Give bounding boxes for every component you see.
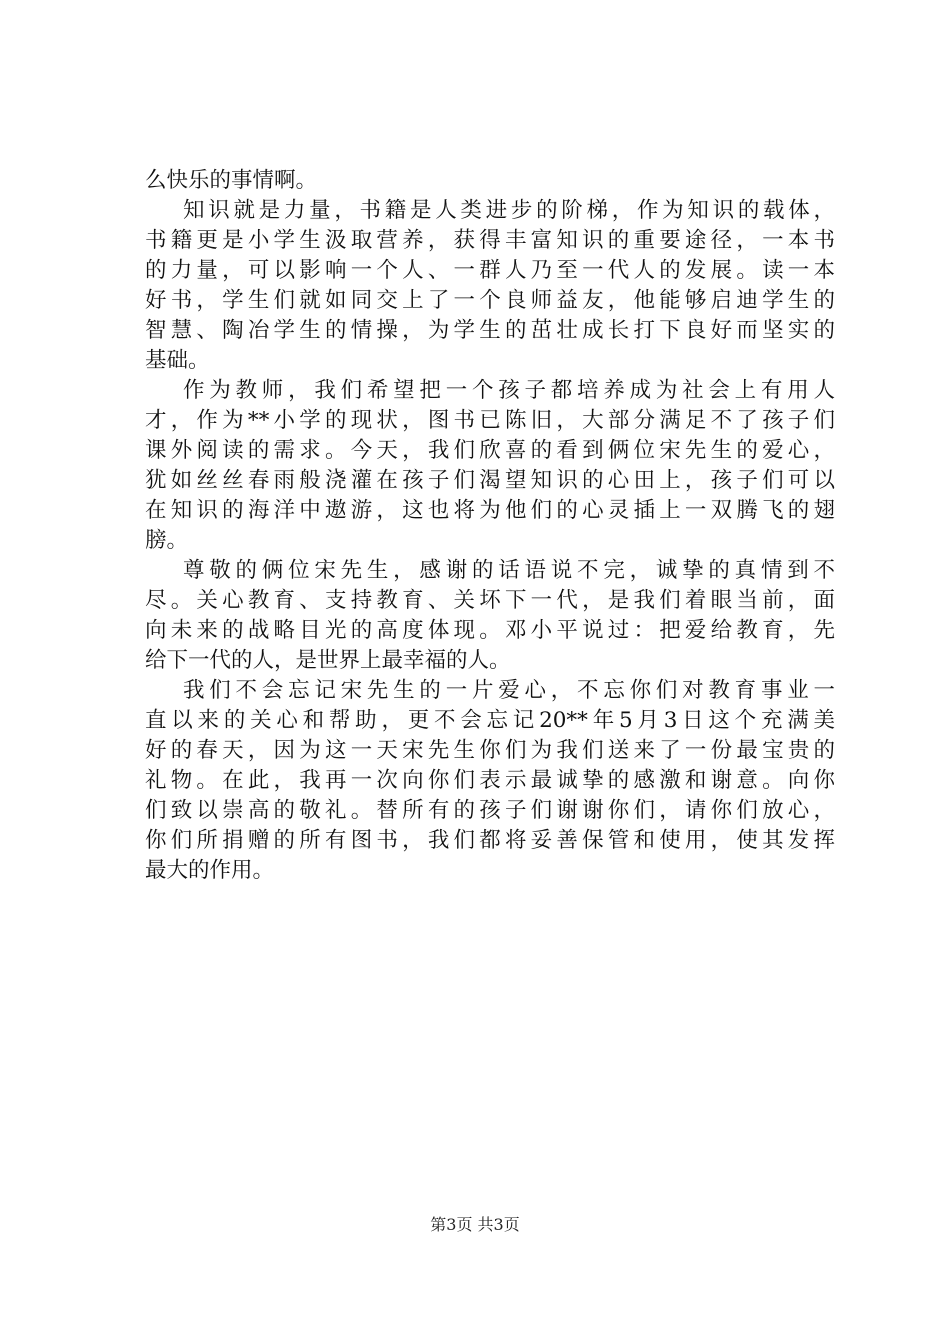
text-line: 们致以崇高的敬礼。替所有的孩子们谢谢你们，请你们放心， [145, 798, 835, 823]
text-line: 犹如丝丝春雨般浇灌在孩子们渴望知识的心田上，孩子们可以 [145, 468, 835, 493]
text-line: 膀。 [145, 528, 189, 553]
text-line: 给下一代的人，是世界上最幸福的人。 [145, 648, 511, 673]
text-line: 最大的作用。 [145, 858, 275, 883]
text-line: 礼物。在此，我再一次向你们表示最诚挚的感激和谢意。向你 [145, 768, 835, 793]
text-line: 尽。关心教育、支持教育、关坏下一代，是我们着眼当前，面 [145, 588, 835, 613]
text-line: 好的春天，因为这一天宋先生你们为我们送来了一份最宝贵的 [145, 738, 835, 763]
text-line: 在知识的海洋中遨游，这也将为他们的心灵插上一双腾飞的翅 [145, 498, 835, 523]
text-line: 作为教师，我们希望把一个孩子都培养成为社会上有用人 [183, 378, 835, 403]
text-line: 向未来的战略目光的高度体现。邓小平说过：把爱给教育，先 [145, 618, 835, 643]
text-line: 么快乐的事情啊。 [145, 168, 318, 193]
text-line: 的力量，可以影响一个人、一群人乃至一代人的发展。读一本 [145, 258, 835, 283]
page-footer [0, 1215, 950, 1235]
text-line: 你们所捐赠的所有图书，我们都将妥善保管和使用，使其发挥 [145, 828, 835, 853]
text-line: 基础。 [145, 348, 210, 373]
document-body [145, 166, 835, 886]
page-number: 第3页 共3页 [430, 1215, 520, 1234]
text-line: 课外阅读的需求。今天，我们欣喜的看到俩位宋先生的爱心， [145, 438, 835, 463]
text-line: 我们不会忘记宋先生的一片爱心，不忘你们对教育事业一 [183, 678, 835, 703]
text-line: 尊敬的俩位宋先生，感谢的话语说不完，诚挚的真情到不 [183, 558, 835, 583]
text-line: 好书，学生们就如同交上了一个良师益友，他能够启迪学生的 [145, 288, 835, 313]
text-line: 才，作为**小学的现状，图书已陈旧，大部分满足不了孩子们 [145, 408, 835, 433]
text-line: 知识就是力量，书籍是人类进步的阶梯，作为知识的载体， [183, 198, 835, 223]
text-line: 直以来的关心和帮助，更不会忘记20**年5月3日这个充满美 [145, 708, 835, 733]
text-line: 书籍更是小学生汲取营养，获得丰富知识的重要途径，一本书 [145, 228, 835, 253]
text-line: 智慧、陶冶学生的情操，为学生的茁壮成长打下良好而坚实的 [145, 318, 835, 343]
